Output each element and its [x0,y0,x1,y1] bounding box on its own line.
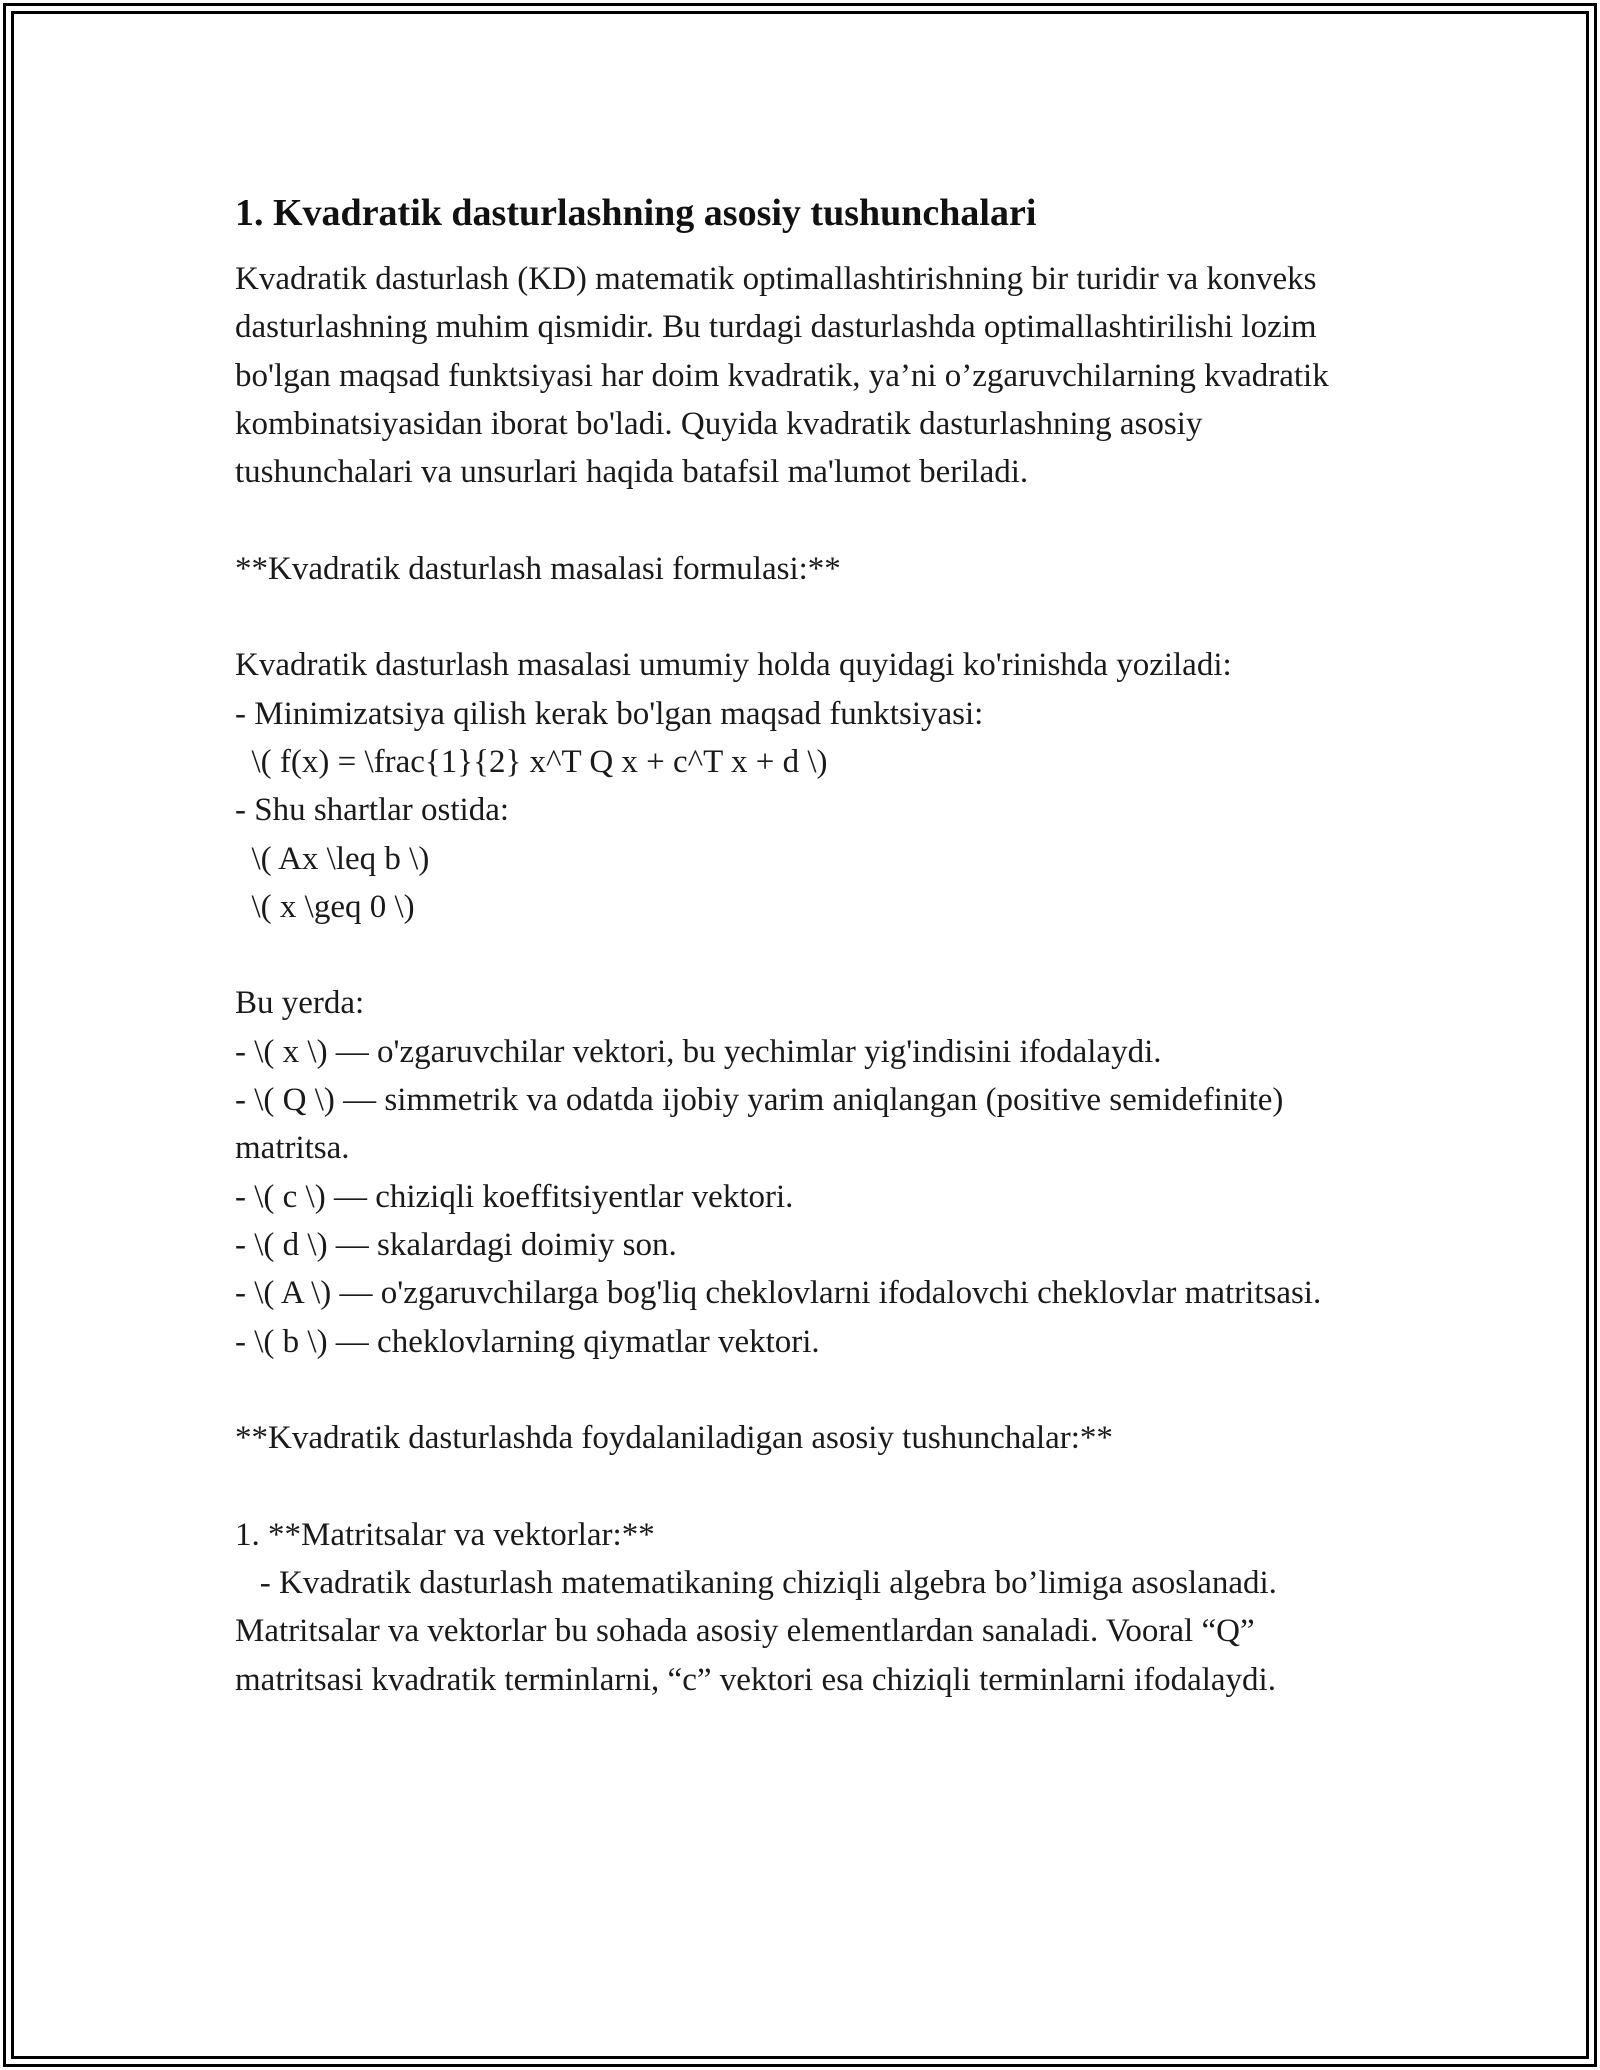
where-item: - \( b \) — cheklovlarning qiymatlar vektori. [235,1323,820,1360]
where-title: Bu yerda: [235,985,365,1022]
section-heading: 1. Kvadratik dasturlashning asosiy tushunchalari [235,192,1037,234]
where-item: - \( c \) — chiziqli koeffitsiyentlar vektori. [235,1178,794,1215]
where-item: - \( A \) — o'zgaruvchilarga bog'liq cheklovlarni ifodalovchi cheklovlar matritsasi. [235,1275,1322,1312]
spacer [235,1462,1385,1510]
concept-1-text: - Kvadratik dasturlash matematikaning chiziqli algebra bo’limiga asoslanadi. Matritsalar va vektorlar bu sohada asosiy elementlardan sanaladi. Vooral “Q” matritsasi kvadratik terminlarni, “c” vektori esa chiziqli terminlarni ifodalaydi. [235,1565,1286,1698]
spacer [235,593,1385,641]
formula-constraint: \( x \geq 0 \) [235,888,415,925]
where-item: - \( x \) — o'zgaruvchilar vektori, bu yechimlar yig'indisini ifodalaydi. [235,1033,1162,1070]
formulation-line: - Minimizatsiya qilish kerak bo'lgan maqsad funktsiyasi: [235,695,984,732]
spacer [235,1366,1385,1414]
formulation-title: **Kvadratik dasturlash masalasi formulasi:** [235,550,841,587]
spacer [235,931,1385,979]
formulation-line: - Shu shartlar ostida: [235,792,510,829]
intro-paragraph: Kvadratik dasturlash (KD) matematik optimallashtirishning bir turidir va konveks dasturlashning muhim qismidir. Bu turdagi dasturlashda optimallashtirilishi lozim bo'lgan maqsad funktsiyasi har doim kvadratik, ya’ni o’zgaruvchilarning kvadratik kombinatsiyasidan iborat bo'ladi. Quyida kvadratik dasturlashning asosiy tushunchalari va unsurlari haqida batafsil ma'lumot beriladi. [235,261,1329,491]
formula-objective: \( f(x) = \frac{1}{2} x^T Q x + c^T x + d \) [235,743,828,780]
concepts-title: **Kvadratik dasturlashda foydalaniladigan asosiy tushunchalar:** [235,1420,1113,1457]
concept-1-title: 1. **Matritsalar va vektorlar:** [235,1516,655,1553]
spacer [235,496,1385,544]
formulation-line: Kvadratik dasturlash masalasi umumiy holda quyidagi ko'rinishda yoziladi: [235,647,1232,684]
document-body [235,186,1385,1704]
formula-constraint: \( Ax \leq b \) [235,840,430,877]
where-item: - \( Q \) — simmetrik va odatda ijobiy yarim aniqlangan (positive semidefinite) matritsa. [235,1082,1292,1167]
where-item: - \( d \) — skalardagi doimiy son. [235,1226,677,1263]
